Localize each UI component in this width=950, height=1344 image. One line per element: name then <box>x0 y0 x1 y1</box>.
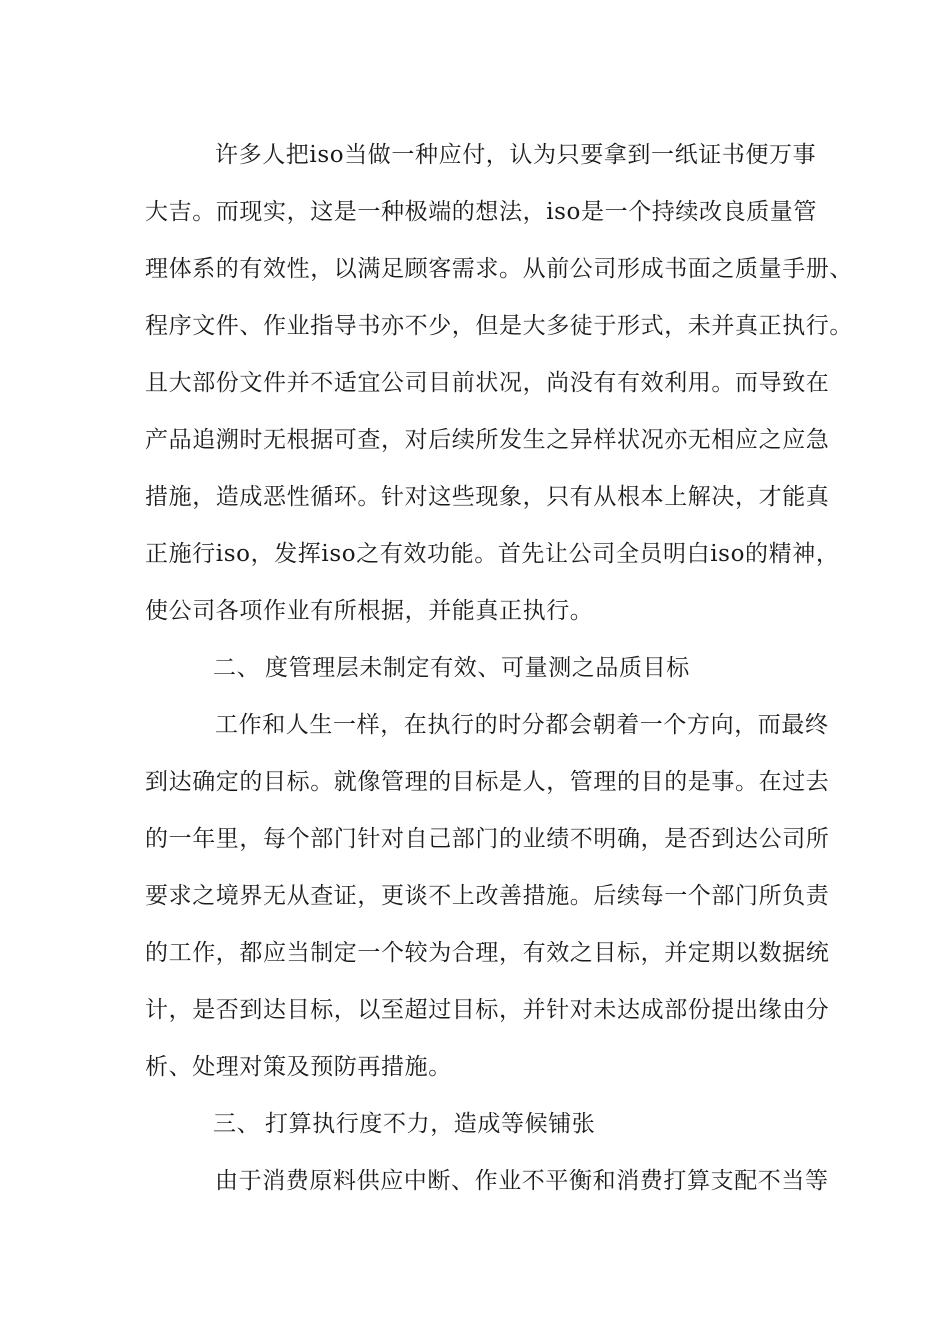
text-line: 程序文件、作业指导书亦不少，但是大多徒于形式，未并真正执行。 <box>145 313 853 339</box>
text-line: 到达确定的目标。就像管理的目标是人，管理的目的是事。在过去 <box>145 769 830 795</box>
document-body <box>145 127 853 1210</box>
text-line: 理体系的有效性，以满足顾客需求。从前公司形成书面之质量手册、 <box>145 256 853 282</box>
paragraph-quality-goals <box>145 697 830 1096</box>
paragraph-iso-attitude <box>145 127 853 640</box>
text-line: 且大部份文件并不适宜公司目前状况，尚没有有效利用。而导致在 <box>145 370 830 396</box>
text-line: 工作和人生一样，在执行的时分都会朝着一个方向，而最终 <box>215 712 829 738</box>
text-line: 析、处理对策及预防再措施。 <box>145 1054 452 1080</box>
section-title: 度管理层未制定有效、可量测之品质目标 <box>265 655 690 681</box>
text-line: 正施行iso，发挥iso之有效功能。首先让公司全员明白iso的精神， <box>145 541 840 567</box>
section-number: 二、 <box>213 655 261 681</box>
text-line: 使公司各项作业有所根据，并能真正执行。 <box>145 598 594 624</box>
text-line: 的工作，都应当制定一个较为合理，有效之目标，并定期以数据统 <box>145 940 830 966</box>
section-title: 打算执行度不力，造成等候铺张 <box>265 1111 596 1137</box>
text-line: 的一年里，每个部门针对自己部门的业绩不明确，是否到达公司所 <box>145 826 830 852</box>
text-line: 由于消费原料供应中断、作业不平衡和消费打算支配不当等 <box>215 1168 829 1194</box>
text-line: 要求之境界无从查证，更谈不上改善措施。后续每一个部门所负责 <box>145 883 830 909</box>
text-line: 措施，造成恶性循环。针对这些现象，只有从根本上解决，才能真 <box>145 484 830 510</box>
text-line: 许多人把iso当做一种应付，认为只要拿到一纸证书便万事 <box>215 142 817 168</box>
text-line: 计，是否到达目标，以至超过目标，并针对未达成部份提出缘由分 <box>145 997 830 1023</box>
text-line: 大吉。而现实，这是一种极端的想法，iso是一个持续改良质量管 <box>145 199 818 225</box>
section-number: 三、 <box>213 1111 261 1137</box>
section-heading-3 <box>145 1096 825 1153</box>
paragraph-plan-execution <box>145 1153 829 1210</box>
section-heading-2 <box>145 640 825 697</box>
text-line: 产品追溯时无根据可查，对后续所发生之异样状况亦无相应之应急 <box>145 427 830 453</box>
